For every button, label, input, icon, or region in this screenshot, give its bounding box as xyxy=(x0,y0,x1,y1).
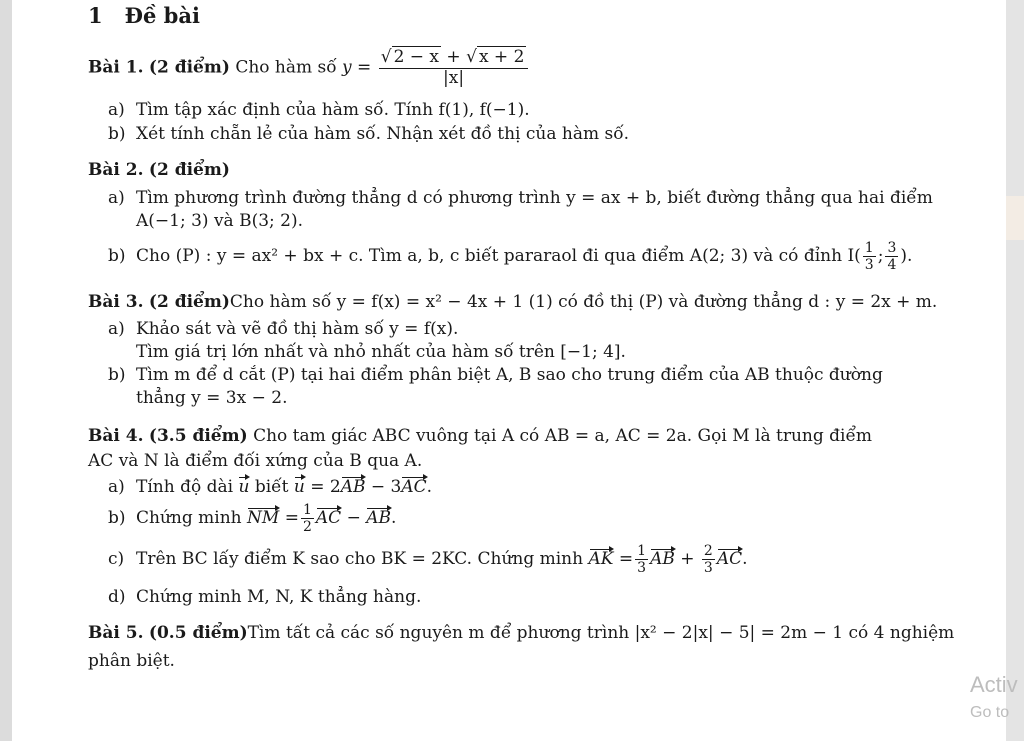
problem-4a: a) Tính độ dài u biết u = 2AB − 3AC. xyxy=(108,477,433,497)
problem-4b: b) Chứng minh NM = $\frac{1}{2}$ AC − AB. xyxy=(108,502,397,536)
section-heading: 1 Đề bài xyxy=(88,3,200,28)
problem-3b-line1: b) Tìm m để d cắt (P) tại hai điểm phân biệt A, B sao cho trung điểm của AB thuộc đường xyxy=(108,365,883,385)
problem-2a-line2: A(−1; 3) và B(3; 2). xyxy=(136,211,304,231)
problem-3a-line1: a) Khảo sát và vẽ đồ thị hàm số y = f(x). xyxy=(108,319,459,339)
problem-5-line2: phân biệt. xyxy=(88,651,175,671)
background-window-right xyxy=(1006,0,1024,741)
background-window-left xyxy=(0,0,12,741)
problem-4-heading: Bài 4. (3.5 điểm) Cho tam giác ABC vuông tại A có AB = a, AC = 2a. Gọi M là trung điểm xyxy=(88,426,873,446)
problem-5-heading: Bài 5. (0.5 điểm)Tìm tất cả các số nguyên m để phương trình |x² − 2|x| − 5| = 2m − 1 có 4 nghiệm xyxy=(88,623,955,643)
problem-4-intro-line2: AC và N là điểm đối xứng của B qua A. xyxy=(88,451,423,471)
problem-3-heading: Bài 3. (2 điểm)Cho hàm số y = f(x) = x² − 4x + 1 (1) có đồ thị (P) và đường thẳng d : y = 2x + m. xyxy=(88,292,938,312)
problem-1-heading: Bài 1. (2 điểm) Cho hàm số y = $\frac{√ 2 - x + √ x + 2}{|x|}$ xyxy=(88,48,530,88)
function-fraction: $\frac{√ 2 - x + √ x + 2}{|x|}$ xyxy=(379,48,529,88)
problem-2a-line1: a) Tìm phương trình đường thẳng d có phương trình y = ax + b, biết đường thẳng qua hai điểm xyxy=(108,188,933,208)
activate-windows-watermark-sub: Go to xyxy=(970,704,1010,721)
problem-4c: c) Trên BC lấy điểm K sao cho BK = 2KC. Chứng minh AK = $\frac{1}{3}$ AB + $\frac{2}{3}$ AC. xyxy=(108,543,748,577)
problem-1a: a) Tìm tập xác định của hàm số. Tính f(1), f(−1). xyxy=(108,100,530,120)
problem-2b: b) Cho (P) : y = ax² + bx + c. Tìm a, b, c biết pararaol đi qua điểm A(2; 3) và có đỉnh I( $\frac{1}{3}$ ; $\frac{3}{4}$ ). xyxy=(108,240,913,274)
document-page xyxy=(12,0,1006,741)
problem-3b-line2: thẳng y = 3x − 2. xyxy=(136,388,288,408)
problem-1b: b) Xét tính chẵn lẻ của hàm số. Nhận xét đồ thị của hàm số. xyxy=(108,124,630,144)
problem-4d: d) Chứng minh M, N, K thẳng hàng. xyxy=(108,587,422,607)
problem-2-heading: Bài 2. (2 điểm) xyxy=(88,160,230,180)
activate-windows-watermark: Activ xyxy=(970,672,1018,697)
problem-3a-line2: Tìm giá trị lớn nhất và nhỏ nhất của hàm số trên [−1; 4]. xyxy=(136,342,626,362)
